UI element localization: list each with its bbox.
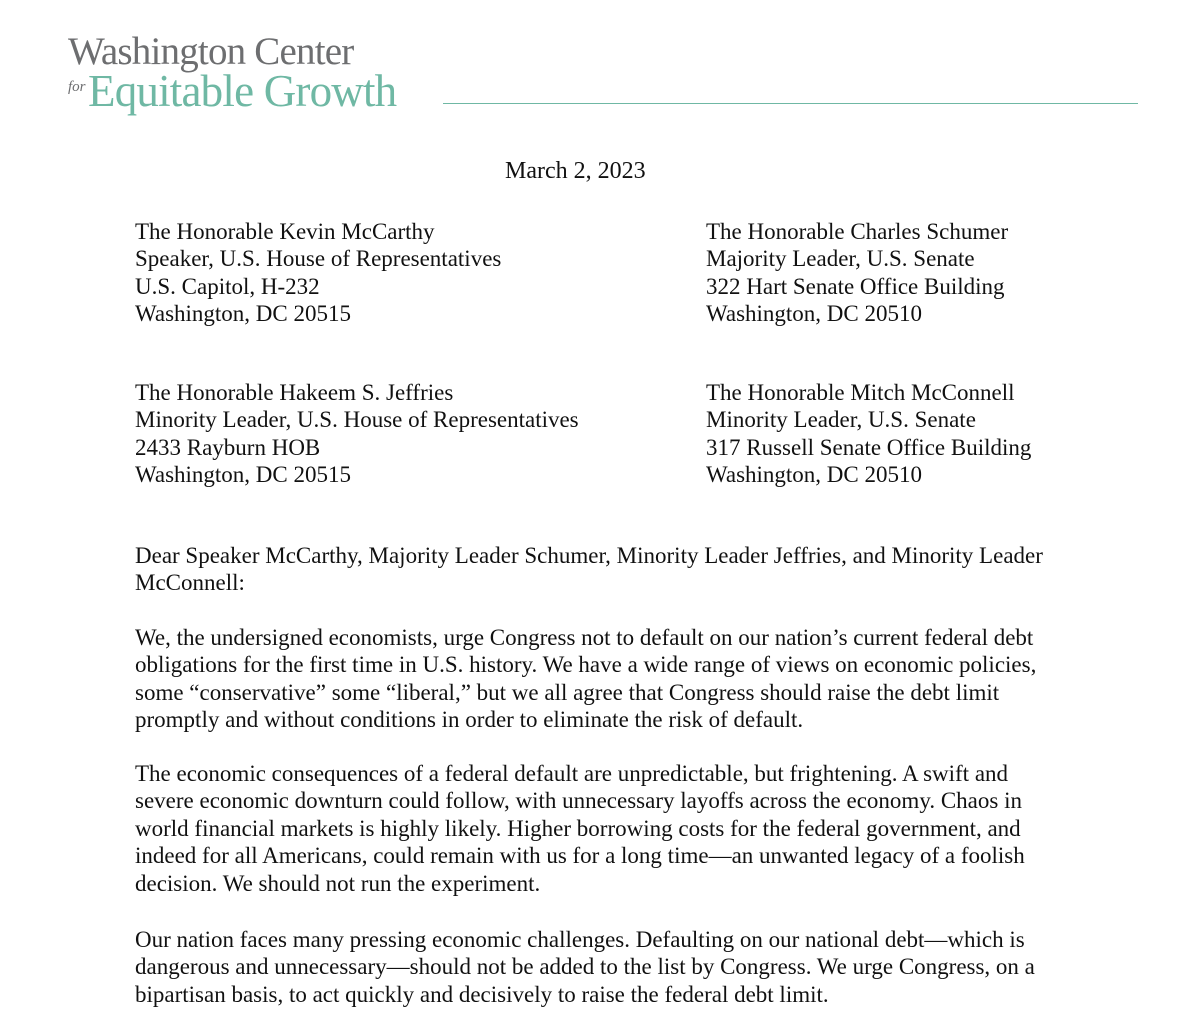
recipient-address-mccarthy bbox=[135, 218, 501, 328]
recipient-title: Minority Leader, U.S. House of Representatives bbox=[135, 407, 579, 433]
recipient-office: 2433 Rayburn HOB bbox=[135, 434, 321, 460]
paragraph-line: decision. We should not run the experiment. bbox=[135, 870, 541, 896]
recipient-address-jeffries bbox=[135, 379, 579, 489]
paragraph-line: dangerous and unnecessary—should not be added to the list by Congress. We urge Congress, on a bbox=[135, 954, 1035, 980]
organization-logo bbox=[68, 28, 1148, 118]
letterhead-rule bbox=[443, 103, 1138, 104]
paragraph-line: The economic consequences of a federal default are unpredictable, but frightening. A swift and bbox=[135, 761, 1009, 786]
recipient-title: Majority Leader, U.S. Senate bbox=[706, 246, 975, 272]
recipient-name: The Honorable Hakeem S. Jeffries bbox=[135, 380, 454, 405]
paragraph-line: some “conservative” some “liberal,” but we all agree that Congress should raise the debt limit bbox=[135, 679, 1000, 705]
paragraph-line: bipartisan basis, to act quickly and decisively to raise the federal debt limit. bbox=[135, 981, 829, 1007]
letter-date: March 2, 2023 bbox=[505, 158, 646, 184]
recipient-office: 317 Russell Senate Office Building bbox=[706, 434, 1032, 460]
recipient-name: The Honorable Mitch McConnell bbox=[706, 380, 1015, 405]
recipient-office: U.S. Capitol, H-232 bbox=[135, 273, 320, 299]
recipient-name: The Honorable Kevin McCarthy bbox=[135, 219, 435, 244]
paragraph-line: We, the undersigned economists, urge Congress not to default on our nation’s current federal debt bbox=[135, 625, 1034, 650]
recipient-city: Washington, DC 20515 bbox=[135, 462, 352, 488]
paragraph-line: obligations for the first time in U.S. history. We have a wide range of views on economic policies, bbox=[135, 652, 1037, 678]
body-paragraph-3 bbox=[135, 926, 1095, 1008]
recipient-address-mcconnell bbox=[706, 379, 1031, 489]
logo-name-line1: Washington Center bbox=[68, 30, 354, 73]
recipient-title: Minority Leader, U.S. Senate bbox=[706, 407, 976, 433]
paragraph-line: promptly and without conditions in order to eliminate the risk of default. bbox=[135, 707, 804, 733]
paragraph-line: world financial markets is highly likely. Higher borrowing costs for the federal government, and bbox=[135, 815, 1021, 841]
logo-name-line2: Equitable Growth bbox=[88, 66, 397, 116]
recipient-title: Speaker, U.S. House of Representatives bbox=[135, 246, 502, 272]
body-paragraph-1 bbox=[135, 624, 1095, 734]
recipient-name: The Honorable Charles Schumer bbox=[706, 219, 1009, 244]
recipient-city: Washington, DC 20510 bbox=[706, 462, 923, 488]
logo-for: for bbox=[68, 79, 86, 95]
salutation: Dear Speaker McCarthy, Majority Leader Schumer, Minority Leader Jeffries, and Minority Leader McConnell: bbox=[135, 543, 1043, 596]
recipient-city: Washington, DC 20515 bbox=[135, 301, 352, 327]
paragraph-line: severe economic downturn could follow, with unnecessary layoffs across the economy. Chaos in bbox=[135, 788, 1022, 814]
recipient-office: 322 Hart Senate Office Building bbox=[706, 273, 1005, 299]
recipient-city: Washington, DC 20510 bbox=[706, 301, 923, 327]
recipient-address-schumer bbox=[706, 218, 1008, 328]
body-paragraph-2 bbox=[135, 760, 1095, 897]
paragraph-line: Our nation faces many pressing economic challenges. Defaulting on our national debt—which is bbox=[135, 927, 1025, 952]
paragraph-line: indeed for all Americans, could remain with us for a long time—an unwanted legacy of a foolish bbox=[135, 843, 1025, 869]
